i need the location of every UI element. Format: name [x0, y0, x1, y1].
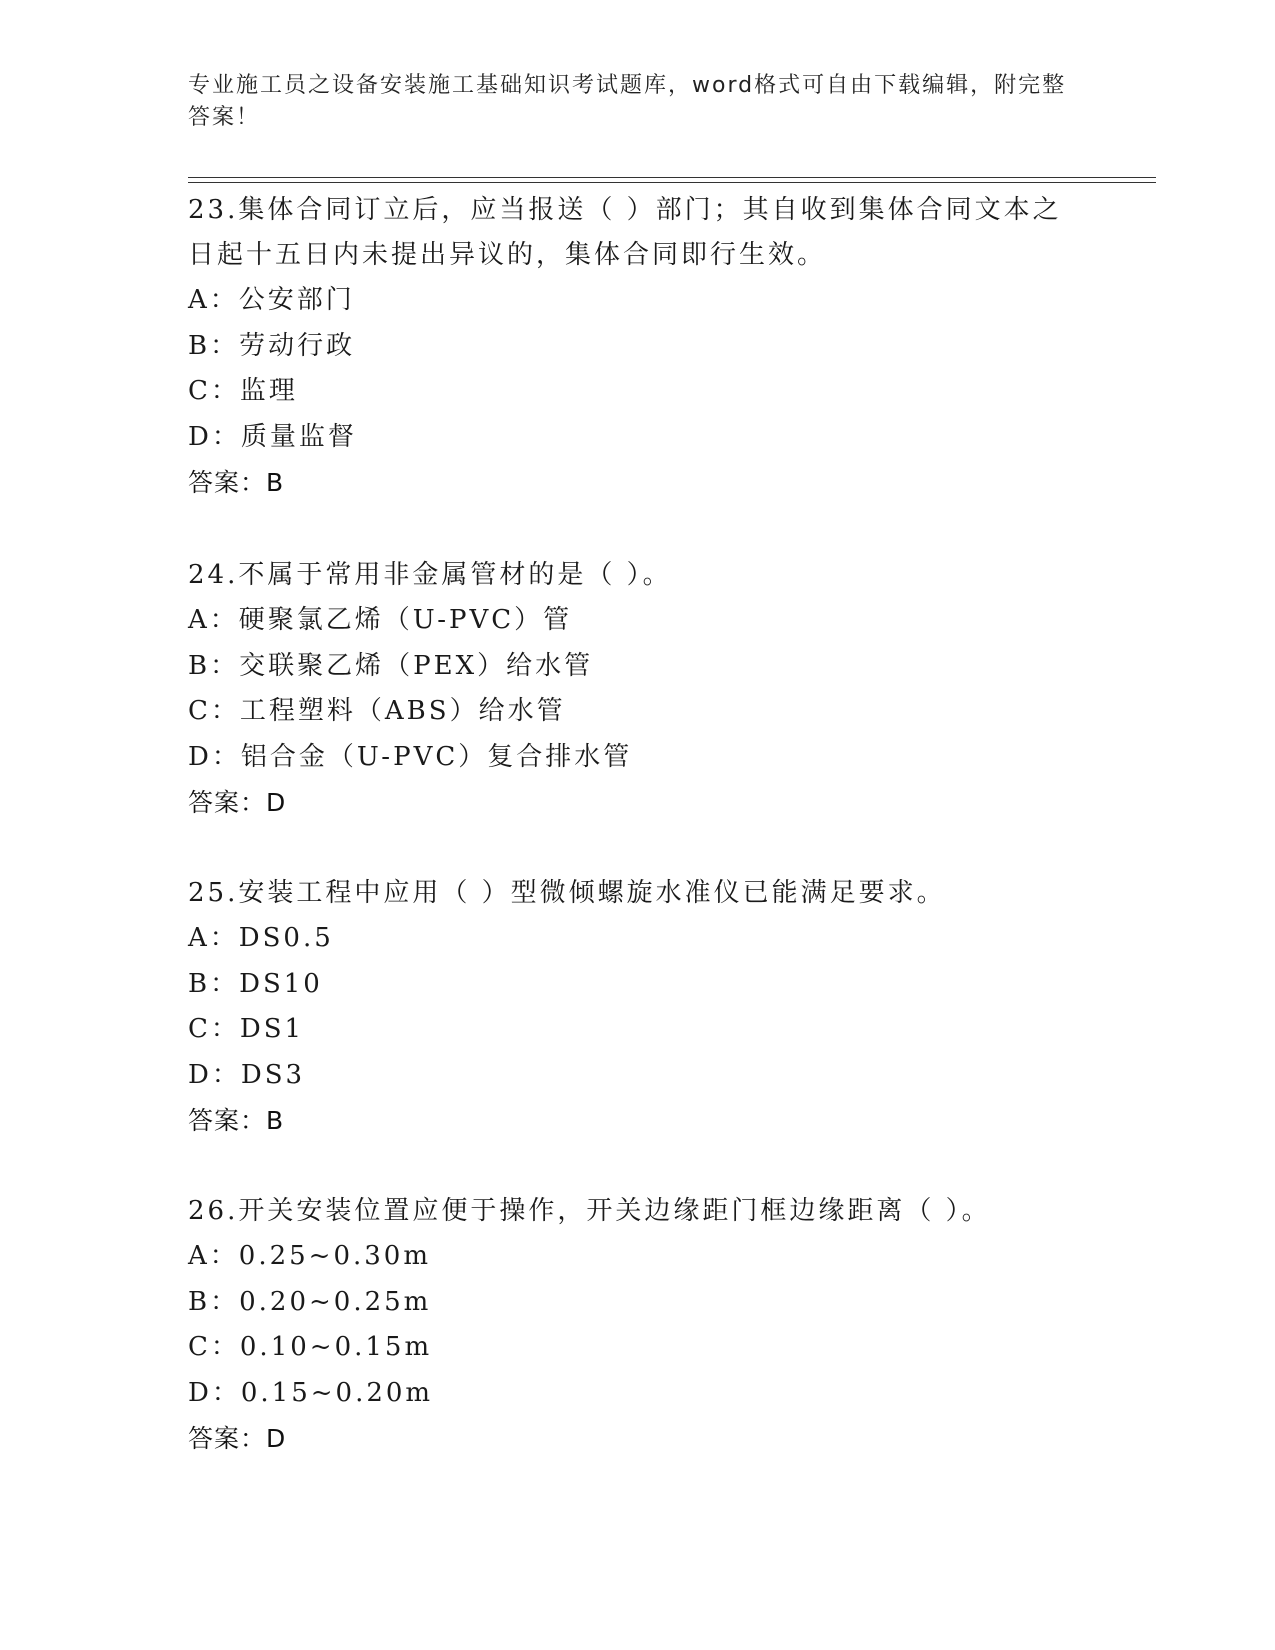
- question-text: 26.开关安装位置应便于操作，开关边缘距门框边缘距离（ ）。: [188, 1196, 991, 1226]
- question-text: 25.安装工程中应用（ ）型微倾螺旋水准仪已能满足要求。: [188, 878, 946, 908]
- answer-label: 答案：B: [188, 468, 285, 497]
- option-b: B：0.20~0.25m: [188, 1286, 432, 1317]
- option-a: A：硬聚氯乙烯（U-PVC）管: [188, 605, 573, 635]
- option-a: A：公安部门: [188, 285, 355, 315]
- answer-label: 答案：D: [188, 788, 287, 817]
- option-a: A：DS0.5: [188, 923, 334, 953]
- question-25: [188, 871, 1068, 1143]
- option-b: B：交联聚乙烯（PEX）给水管: [188, 650, 594, 681]
- question-26: [188, 1189, 1068, 1461]
- header-divider-bottom: [188, 182, 1156, 183]
- option-c: C：DS1: [188, 1014, 305, 1044]
- document-header: 专业施工员之设备安装施工基础知识考试题库，word格式可自由下载编辑，附完整答案！: [188, 73, 1067, 130]
- option-c: C：0.10~0.15m: [188, 1332, 433, 1362]
- question-23: [188, 188, 1068, 505]
- option-b: B：DS10: [188, 968, 323, 999]
- option-b: B：劳动行政: [188, 330, 356, 361]
- option-d: D：0.15~0.20m: [188, 1377, 434, 1408]
- question-24: [188, 553, 1068, 825]
- answer-label: 答案：B: [188, 1106, 285, 1135]
- header-divider-top: [188, 177, 1156, 178]
- option-c: C：监理: [188, 376, 298, 406]
- option-d: D：DS3: [188, 1059, 306, 1090]
- question-text: 23.集体合同订立后，应当报送（ ）部门；其自收到集体合同文本之日起十五日内未提出异议的，集体合同即行生效。: [188, 195, 1062, 270]
- question-text: 24.不属于常用非金属管材的是（ ）。: [188, 560, 672, 590]
- option-d: D：铝合金（U-PVC）复合排水管: [188, 741, 633, 772]
- answer-label: 答案：D: [188, 1424, 287, 1453]
- option-d: D：质量监督: [188, 421, 357, 452]
- option-a: A：0.25~0.30m: [188, 1241, 431, 1271]
- option-c: C：工程塑料（ABS）给水管: [188, 696, 566, 726]
